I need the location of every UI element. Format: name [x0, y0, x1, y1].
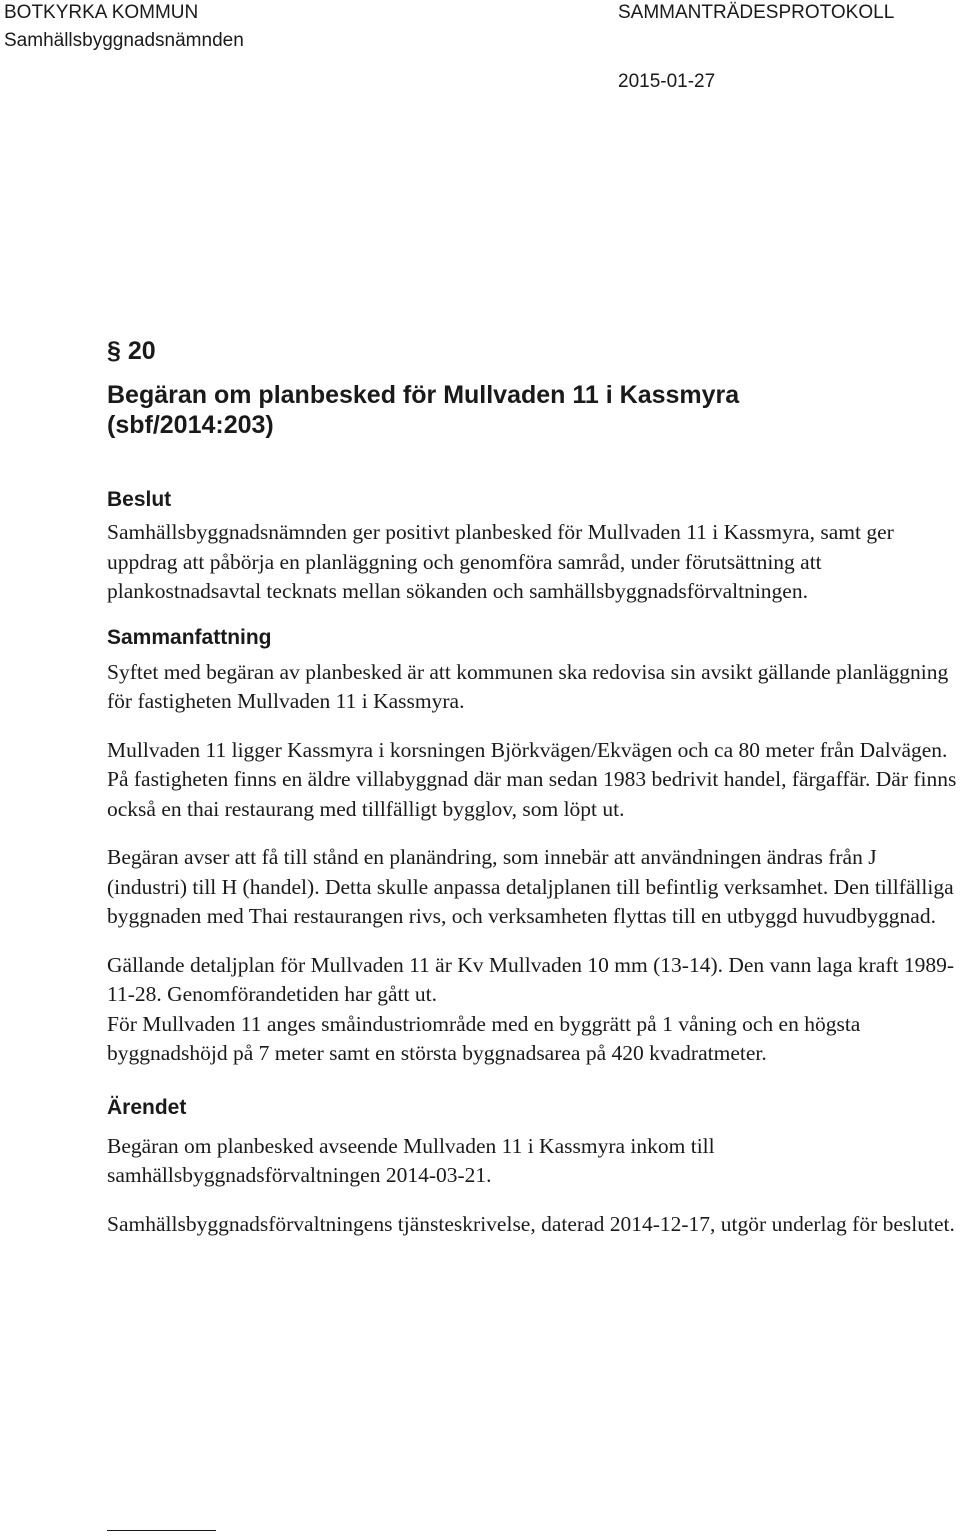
- sammanfattning-heading: Sammanfattning: [107, 625, 272, 649]
- beslut-text: Samhällsbyggnadsnämnden ger positivt planbesked för Mullvaden 11 i Kassmyra, samt ger uppdrag att påbörja en planläggning och genomföra samråd, under förutsättning att plankostnadsavtal tecknats mellan sökanden och samhällsbyggnadsförvaltningen.: [107, 520, 894, 603]
- sammanfattning-paragraph-1: Syftet med begäran av planbesked är att kommunen ska redovisa sin avsikt gällande planläggning för fastigheten Mullvaden 11 i Kassmyra.: [107, 659, 949, 713]
- paragraph-title: [107, 380, 957, 440]
- paragraph-title-line1: Begäran om planbesked för Mullvaden 11 i Kassmyra: [107, 381, 740, 409]
- arendet-paragraph-1: Begäran om planbesked avseende Mullvaden 11 i Kassmyra inkom till samhällsbyggnadsförvaltningen 2014-03-21.: [107, 1133, 715, 1187]
- arendet-paragraph-2: Samhällsbyggnadsförvaltningens tjänsteskrivelse, daterad 2014-12-17, utgör underlag för beslutet.: [107, 1211, 955, 1236]
- sammanfattning-paragraph-2: Mullvaden 11 ligger Kassmyra i korsningen Björkvägen/Ekvägen och ca 80 meter från Dalvägen. På fastigheten finns en äldre villabyggnad där man sedan 1983 bedrivit handel, färgaffär. Där finns också en thai restaurang med tillfälligt bygglov, som löpt ut.: [107, 737, 957, 821]
- sammanfattning-paragraph-5: För Mullvaden 11 anges småindustriområde med en byggrätt på 1 våning och en högsta byggnadshöjd på 7 meter samt en största byggnadsarea på 420 kvadratmeter.: [107, 1011, 861, 1065]
- arendet-heading: Ärendet: [107, 1095, 187, 1119]
- footnote-rule: [107, 1530, 216, 1531]
- sammanfattning-paragraph-4: Gällande detaljplan för Mullvaden 11 är Kv Mullvaden 10 mm (13-14). Den vann laga kraft 1989-11-28. Genomförandetiden har gått ut.: [107, 952, 955, 1006]
- header-doc-type: SAMMANTRÄDESPROTOKOLL: [618, 2, 895, 23]
- beslut-heading: Beslut: [107, 488, 172, 511]
- sammanfattning-paragraph-3: Begäran avser att få till stånd en planändring, som innebär att användningen ändras från J (industri) till H (handel). Detta skulle anpassa detaljplanen till befintlig verksamhet. Den tillfälliga byggnaden med Thai restaurangen rivs, och verksamheten flyttas till en utbyggd huvudbyggnad.: [107, 845, 954, 928]
- paragraph-number: § 20: [107, 337, 156, 365]
- header-date: 2015-01-27: [618, 71, 716, 92]
- header-municipality: BOTKYRKA KOMMUN: [4, 2, 199, 23]
- paragraph-title-line2: (sbf/2014:203): [107, 411, 274, 439]
- protocol-body: [107, 336, 957, 1239]
- header-committee: Samhällsbyggnadsnämnden: [4, 30, 244, 51]
